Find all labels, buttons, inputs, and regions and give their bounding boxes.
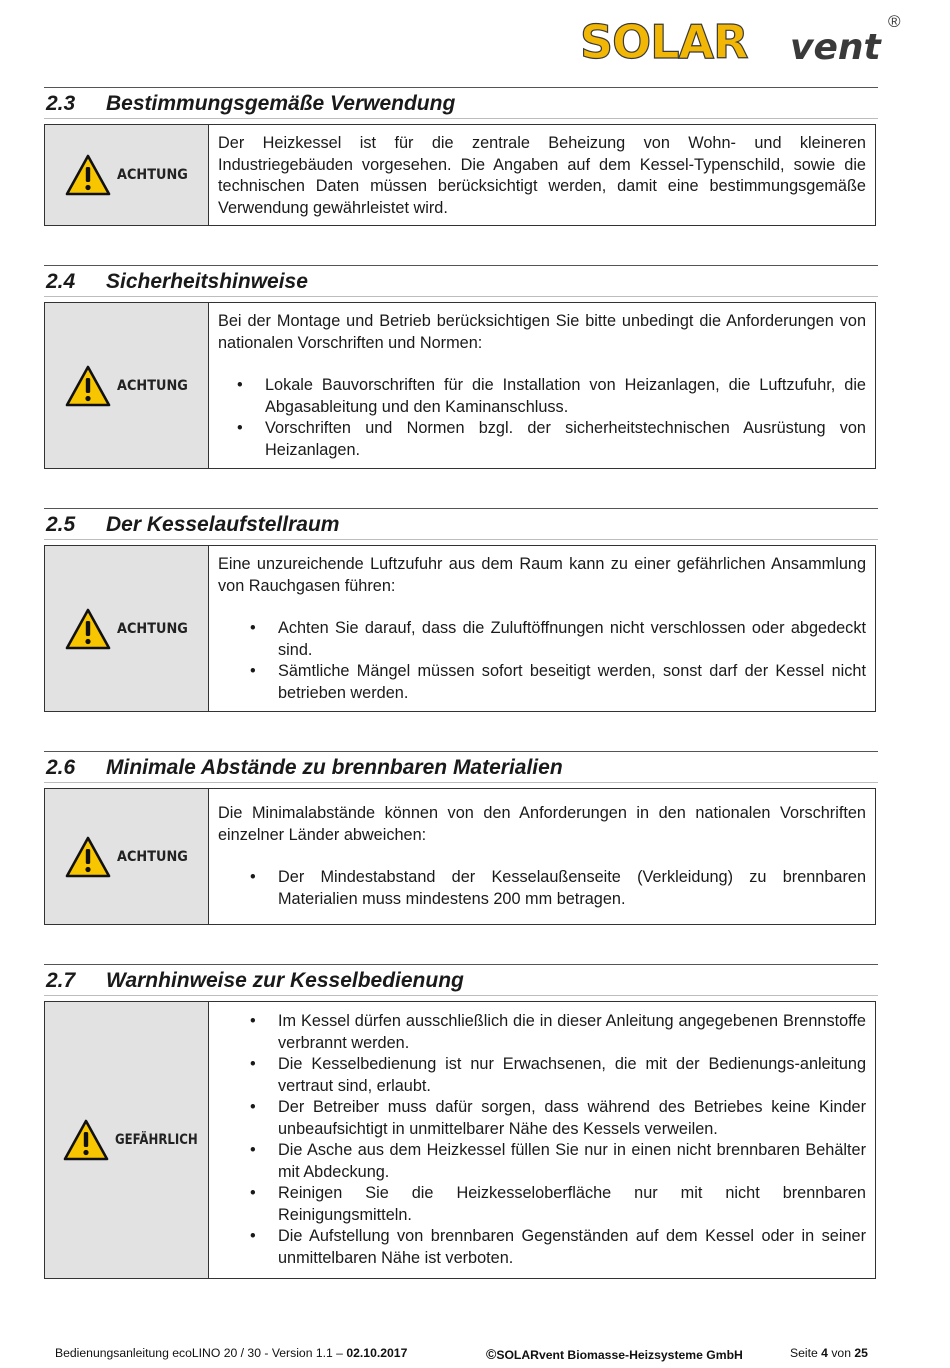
warning-label: ACHTUNG bbox=[117, 620, 188, 637]
warning-intro: Bei der Montage und Betrieb berücksichtigen Sie bitte unbedingt die Anforderungen von nationalen Vorschriften und Normen: bbox=[218, 312, 866, 352]
warning-label: ACHTUNG bbox=[117, 848, 188, 865]
list-item: • Die Aufstellung von brennbaren Gegenständen auf dem Kessel oder in seiner unmittelbaren Nähe ist verboten. bbox=[278, 1226, 866, 1269]
warning-triangle-icon bbox=[65, 608, 111, 650]
list-item: • Die Asche aus dem Heizkessel füllen Sie nur in einen nicht brennbaren Behälter mit Abdeckung. bbox=[278, 1140, 866, 1183]
footer-company: SOLARvent Biomasse-Heizsysteme GmbH bbox=[496, 1348, 743, 1362]
section-heading bbox=[44, 87, 878, 119]
section-heading bbox=[44, 751, 878, 783]
footer-copyright bbox=[486, 1346, 743, 1362]
warning-intro: Der Heizkessel ist für die zentrale Beheizung von Wohn- und kleineren Industriegebäuden vorgesehen. Die Angaben auf dem Kessel-Typenschild, sowie die technischen Daten müssen berücksichtigt werden, damit eine bestimmungsgemäße Verwendung gewährleistet wird. bbox=[218, 134, 866, 217]
warning-list bbox=[218, 867, 866, 910]
footer-doc-prefix: Bedienungsanleitung ecoLINO 20 / 30 - Version 1.1 – bbox=[55, 1346, 347, 1360]
footer-document-info bbox=[55, 1346, 407, 1360]
section-2-7 bbox=[44, 964, 878, 1267]
warning-label-cell bbox=[45, 125, 209, 225]
logo-registered-mark: ® bbox=[888, 12, 901, 31]
list-item: • Der Betreiber muss dafür sorgen, dass während des Betriebes keine Kinder unbeaufsichtigt in unmittelbarer Nähe des Kessels verweilen. bbox=[278, 1097, 866, 1140]
warning-list bbox=[218, 375, 866, 461]
section-title: Warnhinweise zur Kesselbedienung bbox=[106, 969, 464, 992]
list-item: • Die Kesselbedienung ist nur Erwachsenen, die mit der Bedienungs-anleitung vertraut sind, erlaubt. bbox=[278, 1054, 866, 1097]
warning-list bbox=[218, 1011, 866, 1269]
list-item: • Achten Sie darauf, dass die Zuluftöffnungen nicht verschlossen oder abgedeckt sind. bbox=[278, 618, 866, 661]
footer-page-total: 25 bbox=[854, 1346, 868, 1360]
footer-page-number: 4 bbox=[821, 1346, 828, 1360]
warning-triangle-icon bbox=[65, 836, 111, 878]
brand-logo bbox=[578, 12, 908, 72]
warning-label: GEFÄHRLICH bbox=[115, 1132, 198, 1148]
warning-triangle-icon bbox=[65, 365, 111, 407]
list-item: • Lokale Bauvorschriften für die Installation von Heizanlagen, die Luftzufuhr, die Abgasableitung und den Kaminanschluss. bbox=[265, 375, 866, 418]
section-title: Bestimmungsgemäße Verwendung bbox=[106, 92, 456, 115]
warning-intro: Eine unzureichende Luftzufuhr aus dem Raum kann zu einer gefährlichen Ansammlung von Rauchgasen führen: bbox=[218, 555, 866, 595]
warning-box bbox=[44, 788, 876, 925]
section-number: 2.7 bbox=[46, 969, 76, 992]
footer-doc-date: 02.10.2017 bbox=[346, 1346, 408, 1360]
warning-content bbox=[209, 546, 875, 711]
footer-page-prefix: Seite bbox=[790, 1346, 822, 1360]
logo-vent-text: vent bbox=[790, 27, 881, 68]
section-2-5 bbox=[44, 508, 878, 702]
section-title: Minimale Abstände zu brennbaren Materialien bbox=[106, 756, 563, 779]
list-item: • Im Kessel dürfen ausschließlich die in dieser Anleitung angegebenen Brennstoffe verbrannt werden. bbox=[278, 1011, 866, 1054]
warning-triangle-icon bbox=[63, 1119, 109, 1161]
warning-list bbox=[218, 618, 866, 704]
section-number: 2.3 bbox=[46, 92, 76, 115]
section-2-6 bbox=[44, 751, 878, 908]
warning-box bbox=[44, 545, 876, 712]
warning-label-cell bbox=[45, 789, 209, 924]
list-item: • Sämtliche Mängel müssen sofort beseitigt werden, sonst darf der Kessel nicht betrieben werden. bbox=[278, 661, 866, 704]
section-2-4 bbox=[44, 265, 878, 459]
warning-label-cell bbox=[45, 546, 209, 711]
warning-intro: Die Minimalabstände können von den Anforderungen in den nationalen Vorschriften einzelner Länder abweichen: bbox=[218, 804, 866, 844]
warning-content bbox=[209, 789, 875, 924]
section-title: Sicherheitshinweise bbox=[106, 270, 308, 293]
footer-page-info bbox=[790, 1346, 868, 1360]
warning-label: ACHTUNG bbox=[117, 167, 188, 183]
copyright-icon: © bbox=[486, 1346, 497, 1362]
list-item: • Reinigen Sie die Heizkesseloberfläche nur mit nicht brennbaren Reinigungsmitteln. bbox=[278, 1183, 866, 1226]
list-item: • Vorschriften und Normen bzgl. der sicherheitstechnischen Ausrüstung von Heizanlagen. bbox=[265, 418, 866, 461]
list-item: • Der Mindestabstand der Kesselaußenseite (Verkleidung) zu brennbaren Materialien muss mindestens 200 mm betragen. bbox=[278, 867, 866, 910]
warning-label-cell bbox=[45, 303, 209, 468]
warning-triangle-icon bbox=[65, 154, 111, 196]
warning-box bbox=[44, 1001, 876, 1279]
section-number: 2.5 bbox=[46, 513, 76, 536]
warning-box bbox=[44, 124, 876, 226]
section-number: 2.6 bbox=[46, 756, 76, 779]
section-2-3 bbox=[44, 87, 878, 217]
section-title: Der Kesselaufstellraum bbox=[106, 513, 340, 536]
warning-box bbox=[44, 302, 876, 469]
warning-label-cell bbox=[45, 1002, 209, 1278]
warning-content bbox=[209, 1002, 875, 1278]
footer-page-mid: von bbox=[827, 1346, 855, 1360]
section-heading bbox=[44, 964, 878, 996]
logo-solar-text: SOLAR bbox=[580, 15, 748, 69]
section-number: 2.4 bbox=[46, 270, 76, 293]
warning-content bbox=[209, 125, 875, 225]
section-heading bbox=[44, 508, 878, 540]
warning-label: ACHTUNG bbox=[117, 377, 188, 394]
section-heading bbox=[44, 265, 878, 297]
warning-content bbox=[209, 303, 875, 468]
